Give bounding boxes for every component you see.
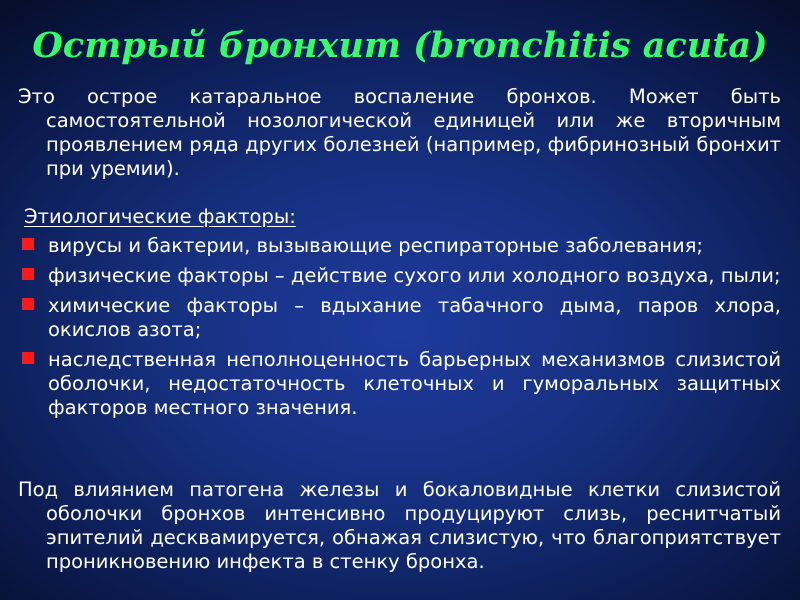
intro-paragraph: Это острое катаральное воспаление бронхов. Может быть самостоятельной нозологической единицей или же вторичным проявлением ряда других болезней (например, фибринозный бронхит при уремии). xyxy=(18,85,781,180)
factor-item-hereditary xyxy=(18,348,781,420)
factor-item-viruses xyxy=(18,234,781,258)
etiology-factor-list xyxy=(18,234,781,420)
red-square-icon xyxy=(22,298,34,310)
factor-item-physical xyxy=(18,264,781,288)
factor-text: вирусы и бактерии, вызывающие респираторные заболевания; xyxy=(48,234,704,257)
red-square-icon xyxy=(22,238,34,250)
factor-item-chemical xyxy=(18,294,781,342)
outro-paragraph: Под влиянием патогена железы и бокаловидные клетки слизистой оболочки бронхов интенсивно продуцируют слизь, реснитчатый эпителий десквамируется, обнажая слизистую, что благоприятствует проникновению инфекта в стенку бронха. xyxy=(18,478,781,573)
slide-title: Острый бронхит (bronchitis acuta) xyxy=(32,25,768,66)
factor-text: химические факторы – вдыхание табачного дыма, паров хлора, окислов азота; xyxy=(48,294,781,341)
factor-text: наследственная неполноценность барьерных механизмов слизистой оболочки, недостаточность клеточных и гуморальных защитных факторов местного значения. xyxy=(48,348,781,419)
etiology-heading: Этиологические факторы: xyxy=(24,205,296,228)
red-square-icon xyxy=(22,268,34,280)
factor-text: физические факторы – действие сухого или холодного воздуха, пыли; xyxy=(48,264,781,287)
red-square-icon xyxy=(22,352,34,364)
